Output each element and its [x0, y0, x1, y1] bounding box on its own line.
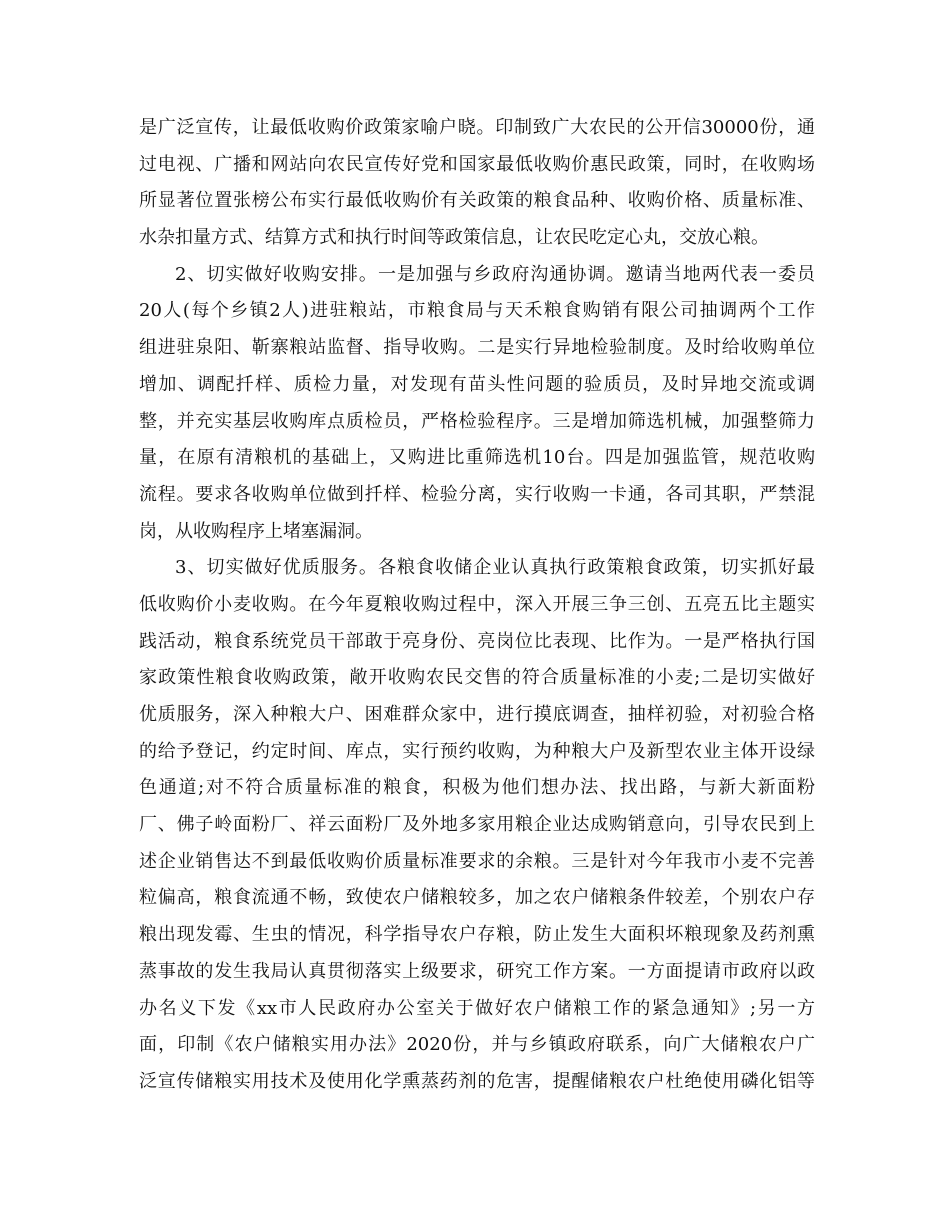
text-line: 是广泛宣传，让最低收购价政策家喻户晓。印制致广大农民的公开信30000份，通 — [139, 117, 815, 138]
text-line: 水杂扣量方式、结算方式和执行时间等政策信息，让农民吃定心丸，交放心粮。 — [139, 227, 769, 249]
text-line: 蒸事故的发生我局认真贯彻落实上级要求，研究工作方案。一方面提请市政府以政 — [139, 960, 815, 982]
text-line: 面，印制《农户储粮实用办法》2020份，并与乡镇政府联系，向广大储粮农户广 — [139, 1034, 815, 1056]
text-line: 述企业销售达不到最低收购价质量标准要求的余粮。三是针对今年我市小麦不完善 — [139, 850, 815, 872]
document-body — [139, 110, 815, 1101]
text-line: 粮出现发霉、生虫的情况，科学指导农户存粮，防止发生大面积坏粮现象及药剂熏 — [139, 924, 815, 946]
text-line: 优质服务，深入种粮大户、困难群众家中，进行摸底调查，抽样初验，对初验合格 — [139, 704, 815, 725]
text-line: 量，在原有清粮机的基础上，又购进比重筛选机10台。四是加强监管，规范收购 — [139, 447, 815, 469]
text-line: 低收购价小麦收购。在今年夏粮收购过程中，深入开展三争三创、五亮五比主题实 — [139, 593, 815, 615]
text-line: 流程。要求各收购单位做到扦样、检验分离，实行收购一卡通，各司其职，严禁混 — [139, 483, 815, 505]
text-line: 增加、调配扦样、质检力量，对发现有苗头性问题的验质员，及时异地交流或调 — [139, 373, 815, 395]
text-line: 3、切实做好优质服务。各粮食收储企业认真执行政策粮食政策，切实抓好最 — [175, 557, 815, 579]
text-line: 厂、佛子岭面粉厂、祥云面粉厂及外地多家用粮企业达成购销意向，引导农民到上 — [139, 814, 815, 836]
text-line: 20人(每个乡镇2人)进驻粮站，市粮食局与天禾粮食购销有限公司抽调两个工作 — [139, 300, 815, 322]
text-line: 粒偏高，粮食流通不畅，致使农户储粮较多，加之农户储粮条件较差，个别农户存 — [139, 887, 815, 909]
text-line: 所显著位置张榜公布实行最低收购价有关政策的粮食品种、收购价格、质量标准、 — [139, 190, 815, 212]
text-line: 组进驻泉阳、靳寨粮站监督、指导收购。二是实行异地检验制度。及时给收购单位 — [139, 337, 815, 359]
text-line: 整，并充实基层收购库点质检员，严格检验程序。三是增加筛选机械，加强整筛力 — [139, 410, 815, 432]
text-line: 色通道;对不符合质量标准的粮食，积极为他们想办法、找出路，与新大新面粉 — [139, 777, 815, 799]
text-line: 的给予登记，约定时间、库点，实行预约收购，为种粮大户及新型农业主体开设绿 — [139, 740, 815, 762]
text-line: 岗，从收购程序上堵塞漏洞。 — [139, 520, 373, 542]
text-line: 家政策性粮食收购政策，敞开收购农民交售的符合质量标准的小麦;二是切实做好 — [139, 667, 815, 689]
text-line: 2、切实做好收购安排。一是加强与乡政府沟通协调。邀请当地两代表一委员 — [175, 263, 815, 285]
text-line: 办名义下发《xx市人民政府办公室关于做好农户储粮工作的紧急通知》;另一方 — [139, 997, 815, 1019]
text-line: 践活动，粮食系统党员干部敢于亮身份、亮岗位比表现、比作为。一是严格执行国 — [139, 630, 815, 652]
text-line: 过电视、广播和网站向农民宣传好党和国家最低收购价惠民政策，同时，在收购场 — [139, 153, 815, 175]
text-line: 泛宣传储粮实用技术及使用化学熏蒸药剂的危害，提醒储粮农户杜绝使用磷化铝等 — [139, 1070, 815, 1092]
